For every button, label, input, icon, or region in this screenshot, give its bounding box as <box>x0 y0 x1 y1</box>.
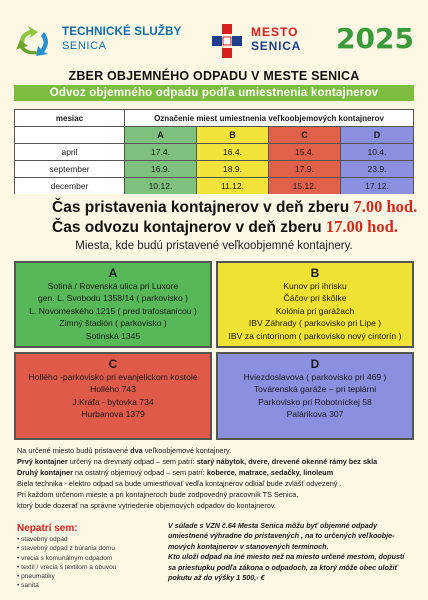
month-cell: december <box>15 178 125 194</box>
zone-label: A <box>108 266 118 280</box>
zone-item: Parkovisko pri Robotníckej 58 <box>258 396 372 407</box>
city-crest-icon <box>210 22 244 60</box>
date-cell: 18.9. <box>197 161 269 177</box>
zone-item: Hviezdoslavova ( parkovisko pri 469 ) <box>243 372 387 382</box>
page-subtitle: Odvoz objemného odpadu podľa umiestnenia kontajnerov <box>14 85 414 101</box>
zone-item: IBV za cintorínom ( parkovisko nový cintorín ) <box>228 330 402 341</box>
legal-note: V súlade s VZN č.64 Mesta Senica môžu byť objemné odpady umiestnené výhradne do pristavených , na to určených veľkoobje- mových kontajnerov v stanovených termínoch. Kto uloží odpad na iné miesto než na miesto určené mestom, dopustí sa priestupku podľa zákona o odpadoch, za ktorý môže obec uložiť pokutu až do výšky 1 500,- € <box>168 521 405 583</box>
month-cell: september <box>15 161 125 177</box>
zone-item: Továrenská garáže – pri teplárni <box>253 384 377 395</box>
table-row <box>15 161 413 178</box>
date-cell: 15.4. <box>269 144 341 160</box>
date-cell: 17.9. <box>269 161 341 177</box>
list-item: • stavebný odpad z búrania domu <box>17 545 115 553</box>
info-line: Biela technika - elektro odpad sa bude umiestňovať vedľa kontajnerov odkiaľ bude zvlášť odvezený . <box>17 479 342 488</box>
zone-item: gen. L. Svobodu 1358/14 ( parkovisko ) <box>37 293 188 304</box>
places-title: Miesta, kde budú pristavené veľkoobjemné kontajnery. <box>75 240 353 252</box>
column-letter-d: D <box>341 127 413 143</box>
city-name-line1: MESTO <box>251 25 299 39</box>
zone-a <box>14 261 212 348</box>
forbidden-list <box>17 535 116 591</box>
info-line: ktorý bude dozerať na správne vytriedenie objemových odpadov do kontajnerov. <box>17 501 276 510</box>
table-letters-row <box>15 127 413 144</box>
table-row <box>15 144 413 161</box>
page-title: ZBER OBJEMNÉHO ODPADU V MESTE SENICA <box>68 69 360 83</box>
date-cell: 23.9. <box>341 161 413 177</box>
date-cell: 17.4. <box>125 144 197 160</box>
zone-item: Hollého 743 <box>90 384 136 395</box>
zone-item: IBV Záhrady ( parkovisko pri Lipe ) <box>248 318 382 329</box>
list-item: • stavebný odpad <box>17 536 68 543</box>
zone-item: L. Novomeského 1215 ( pred trafostanicou ) <box>29 305 197 316</box>
placement-time-value: 7.00 hod. <box>353 197 418 216</box>
year-label: 2025 <box>336 22 414 55</box>
placement-time <box>52 197 417 217</box>
date-cell: 15.12. <box>269 178 341 194</box>
removal-time <box>52 217 398 237</box>
zone-item: Zimný štadión ( parkovisko ) <box>59 318 167 329</box>
column-letter-a: A <box>125 127 197 143</box>
zone-label: B <box>310 266 320 280</box>
date-cell: 16.4. <box>197 144 269 160</box>
info-line: Na určené miesto budú pristavené dva veľkoobjemové kontajnery. <box>17 446 232 455</box>
date-cell: 11.12. <box>197 178 269 194</box>
zone-b <box>216 261 414 348</box>
placement-time-label: Čas pristavenia kontajnerov v deň zberu <box>52 199 354 216</box>
list-item: • vrecia s komunálnym odpadom <box>17 554 113 562</box>
org-subtitle: SENICA <box>62 40 107 52</box>
date-cell: 10.12. <box>125 178 197 194</box>
city-name-line2: SENICA <box>251 39 302 53</box>
schedule-table <box>14 109 414 194</box>
table-header-row <box>15 110 413 127</box>
removal-time-label: Čas odvozu kontajnerov v deň zberu <box>52 219 326 236</box>
zone-item: Hollého -parkovisko pri evanjelickom kostole <box>28 372 198 382</box>
zone-item: Hurbanova 1379 <box>81 409 145 420</box>
date-cell: 16.9. <box>125 161 197 177</box>
zone-item: Čáčov pri škôlke <box>283 293 347 304</box>
locations-column-header: Označenie miest umiestnenia veľkoobjemových kontajnerov <box>154 114 384 123</box>
column-letter-c: C <box>269 127 341 143</box>
column-letter-b: B <box>197 127 269 143</box>
info-line: Pri každom určenom mieste a pri kontajneroch bude zodpovedný pracovník TS Senica, <box>17 490 299 499</box>
month-cell: april <box>15 144 125 160</box>
info-line: Prvý kontajner určený na drevnatý odpad – sem patrí: starý nábytok, dvere, drevené okenné rámy bez skla <box>17 457 378 466</box>
zone-item: J.Kráľa - bytovka 734 <box>72 396 154 407</box>
zone-item: Palárikova 307 <box>286 409 344 420</box>
zone-item: Kunov pri ihrisku <box>283 281 347 291</box>
date-cell: 10.4. <box>341 144 413 160</box>
org-name: TECHNICKÉ SLUŽBY <box>62 26 182 38</box>
zone-item: Sotiná / Rovenská ulica pri Luxore <box>47 281 179 291</box>
date-cell: 17.12. <box>341 178 413 194</box>
list-item: • textil / vrecia s textilom a obuvou <box>17 563 117 571</box>
zone-d <box>216 352 414 440</box>
list-item: • pneumatiky <box>17 573 55 581</box>
list-item: • sanita <box>17 582 39 590</box>
info-line: Druhý kontajner na ostatný objemový odpad – sem patrí: koberce, matrace, sedačky, linoleum <box>17 468 334 477</box>
page-header <box>0 0 428 66</box>
zone-item: Kolónia pri garážach <box>275 305 355 316</box>
removal-time-value: 17.00 hod. <box>325 217 398 236</box>
month-column-header: mesiac <box>15 110 125 127</box>
zone-label: D <box>310 357 320 371</box>
table-row <box>15 178 413 195</box>
zone-label: C <box>108 357 118 371</box>
recycling-logo-icon <box>14 24 54 58</box>
forbidden-title: Nepatrí sem: <box>17 523 78 534</box>
zone-item: Sotinská 1345 <box>85 330 141 341</box>
zone-c <box>14 352 212 440</box>
